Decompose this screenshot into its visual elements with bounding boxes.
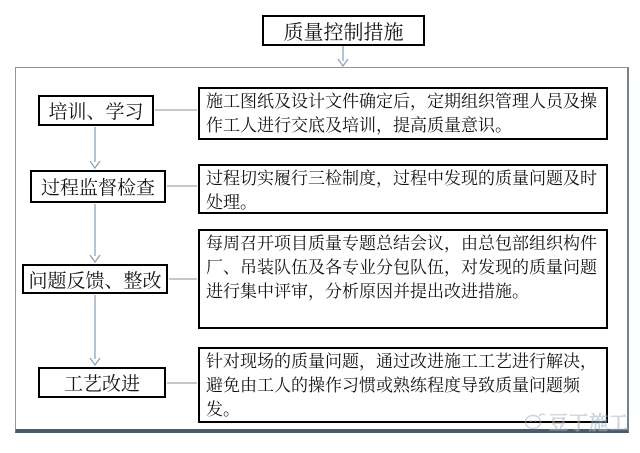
flow-node-label: 培训、学习 bbox=[48, 102, 144, 123]
flow-detail-feedback-rectification: 每周召开项目质量专题总结会议，由总包部组织构件厂、吊装队伍及各专业分包队伍，对发现的质量问题进行集中评审，分析原因并提出改进措施。 bbox=[198, 229, 608, 329]
flow-title-label: 质量控制措施 bbox=[283, 22, 404, 44]
flow-node-process-supervision bbox=[30, 170, 166, 203]
watermark-logo-icon bbox=[524, 411, 546, 431]
arrow-down-icon bbox=[338, 59, 348, 66]
watermark bbox=[524, 409, 629, 433]
flow-title-box bbox=[262, 15, 425, 46]
flow-detail-process-supervision: 过程切实履行三检制度，过程中发现的质量问题及时处理。 bbox=[198, 164, 608, 214]
flow-detail-process-improvement: 针对现场的质量问题，通过改进施工工艺进行解决，避免由工人的操作习惯或熟练程度导致质量问题频发。 bbox=[198, 347, 608, 423]
flow-detail-training-study: 施工图纸及设计文件确定后，定期组织管理人员及操作工人进行交底及培训，提高质量意识。 bbox=[198, 87, 608, 140]
flow-node-label: 问题反馈、整改 bbox=[28, 270, 162, 292]
flow-node-feedback-rectification bbox=[22, 264, 168, 294]
flow-node-process-improvement bbox=[38, 367, 166, 398]
flow-node-label: 工艺改进 bbox=[63, 374, 140, 395]
watermark-text: 豆丁施工 bbox=[549, 412, 630, 434]
flow-node-training-study bbox=[38, 95, 154, 126]
flow-node-label: 过程监督检查 bbox=[40, 178, 155, 199]
